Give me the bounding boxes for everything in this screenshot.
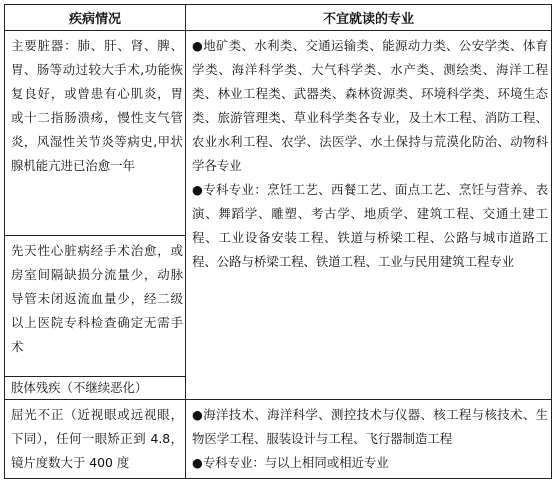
condition-cell: 屈光不正（近视眼或远视眼，下同），任何一眼矫正到 4.8，镜片度数大于 400 度 bbox=[5, 400, 186, 479]
table-row bbox=[5, 31, 552, 236]
condition-cell: 肢体残疾（不继续恶化） bbox=[5, 377, 186, 400]
majors-cell bbox=[186, 31, 552, 400]
majors-specialty-list: ●专科专业：烹饪工艺、西餐工艺、面点工艺、烹饪与营养、表演、舞蹈学、雕塑、考古学、地质学、建筑工程、交通土建工程、工业设备安装工程、铁道与桥梁工程、公路与城市道路工程、公路与桥梁工程、铁道工程、工业与民用建筑工程专业 bbox=[192, 182, 548, 269]
table-row bbox=[5, 400, 552, 479]
majors-cell bbox=[186, 400, 552, 479]
majors-restriction-table bbox=[4, 4, 552, 479]
majors-general-list: ●海洋技术、海洋科学、测控技术与仪器、核工程与核技术、生物医学工程、服装设计与工程、飞行器制造工程 bbox=[192, 407, 548, 446]
table-header-row bbox=[5, 5, 552, 31]
condition-cell: 主要脏器：肺、肝、肾、脾、胃、肠等动过较大手术,功能恢复良好，或曾患有心肌炎，胃或十二指肠溃疡，慢性支气管炎，风湿性关节炎等病史,甲状腺机能亢进已治愈一年 bbox=[5, 31, 186, 236]
majors-general-list: ●地矿类、水利类、交通运输类、能源动力类、公安学类、体育学类、海洋科学类、大气科学类、水产类、测绘类、海洋工程类、林业工程类、武器类、森林资源类、环境科学类、环境生态类、旅游管理类、草业科学类各专业，及土木工程、消防工程、农业水利工程、农学、法医学、水土保持与荒漠化防治、动物科学各专业 bbox=[192, 38, 548, 173]
header-majors: 不宜就读的专业 bbox=[186, 5, 552, 31]
majors-specialty-list: ●专科专业：与以上相同或相近专业 bbox=[192, 455, 389, 470]
header-condition: 疾病情况 bbox=[5, 5, 186, 31]
condition-cell: 先天性心脏病经手术治愈，或房室间隔缺损分流量少，动脉导管未闭返流血量少，经二级以上医院专科检查确定无需手术 bbox=[5, 236, 186, 377]
